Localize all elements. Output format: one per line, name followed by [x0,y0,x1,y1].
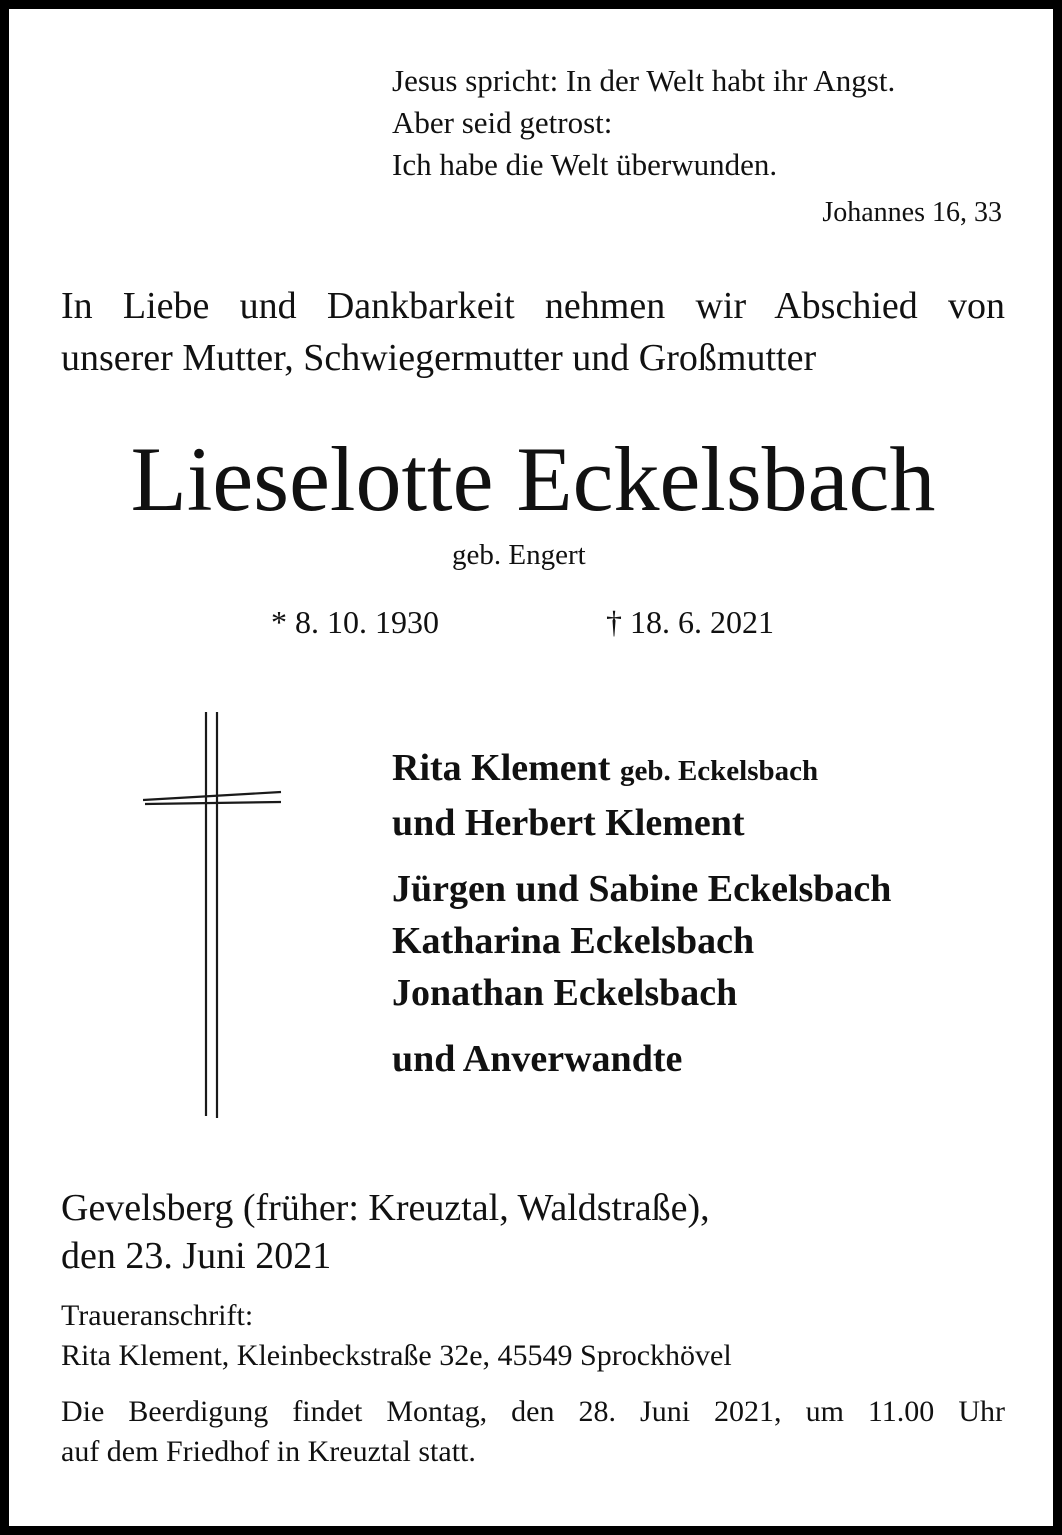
verse-line: Aber seid getrost: [392,105,613,140]
funeral-line: Die Beerdigung findet Montag, den 28. Juni 2021, um 11.00 Uhr [61,1395,1005,1428]
mourning-address: Rita Klement, Kleinbeckstraße 32e, 45549 Sprockhövel [61,1339,732,1372]
mourning-address-label: Traueranschrift: [61,1299,254,1332]
mourner-relatives: und Anverwandte [392,1038,683,1080]
place-and-date [61,1184,710,1280]
intro-line: In Liebe und Dankbarkeit nehmen wir Abschied von [61,285,1005,327]
verse-reference: Johannes 16, 33 [822,197,1002,228]
funeral-notice [61,1392,1005,1472]
verse-line: Jesus spricht: In der Welt habt ihr Angst. [392,63,896,98]
death-date: † 18. 6. 2021 [606,604,774,640]
mourner-herbert: und Herbert Klement [392,802,745,844]
place-line: Gevelsberg (früher: Kreuztal, Waldstraße), [61,1187,710,1229]
mourner-rita [392,742,891,797]
date-line: den 23. Juni 2021 [61,1235,332,1277]
mourner-katharina: Katharina Eckelsbach [392,920,755,962]
mourner-name: Rita Klement [392,747,611,789]
birth-date: * 8. 10. 1930 [271,604,439,640]
mourners-list [392,742,891,1085]
farewell-intro [61,280,1005,384]
funeral-line: auf dem Friedhof in Kreuztal statt. [61,1435,476,1468]
bible-verse [392,60,895,186]
double-line-cross-icon [143,712,283,1118]
mourner-juergen-sabine: Jürgen und Sabine Eckelsbach [392,868,892,910]
deceased-name: Lieselotte Eckelsbach [130,428,936,530]
mourner-maiden-name: geb. Eckelsbach [619,755,819,787]
verse-line: Ich habe die Welt überwunden. [392,147,778,182]
mourner-jonathan: Jonathan Eckelsbach [392,972,738,1014]
maiden-name: geb. Engert [452,539,586,571]
intro-line: unserer Mutter, Schwiegermutter und Großmutter [61,337,817,379]
